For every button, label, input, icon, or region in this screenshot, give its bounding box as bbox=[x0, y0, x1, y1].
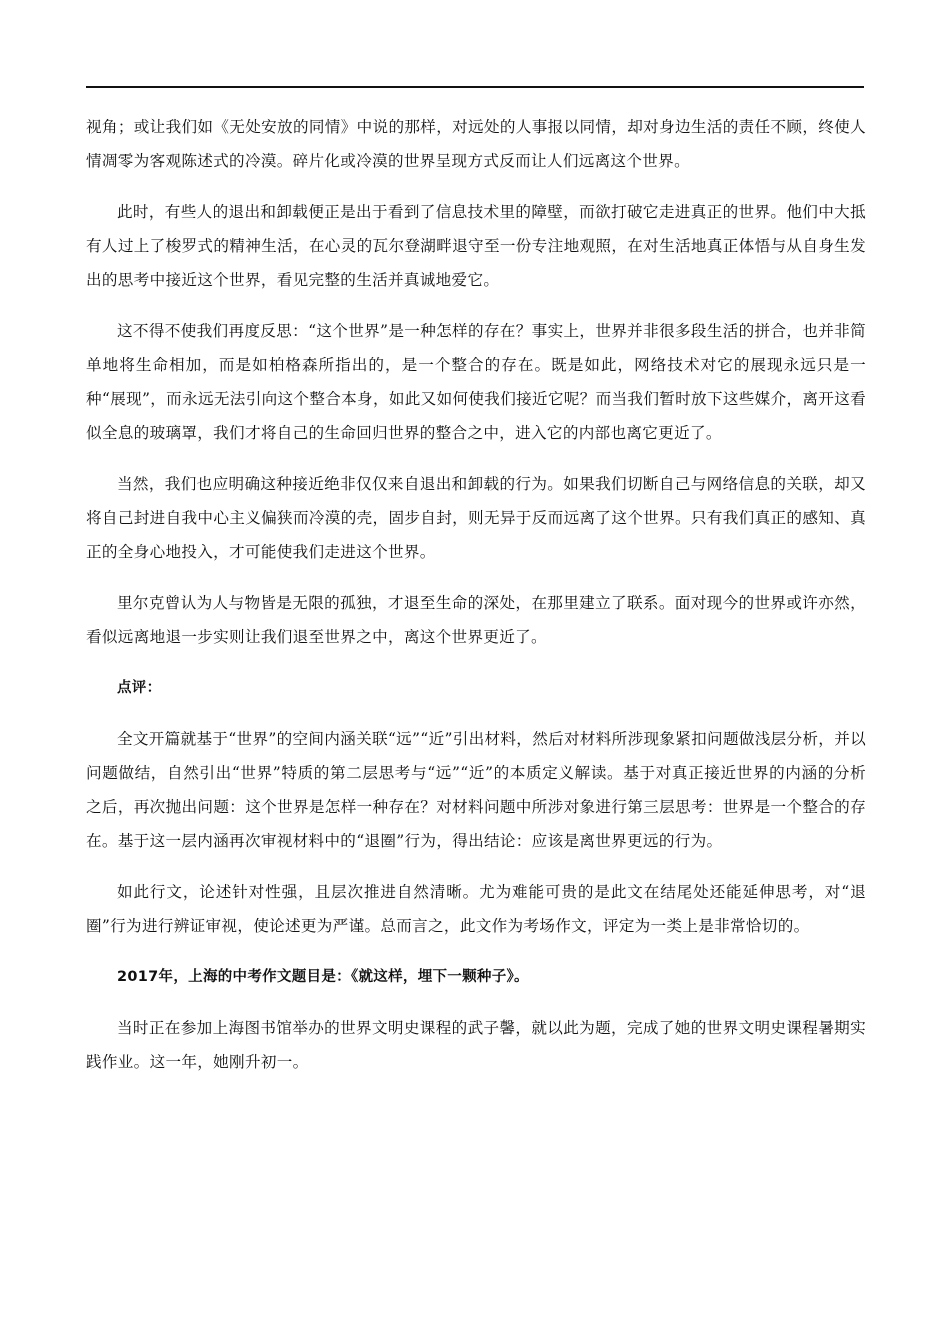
paragraph-conclusion: 里尔克曾认为人与物皆是无限的孤独，才退至生命的深处，在那里建立了联系。面对现今的世界或许亦然，看似远离地退一步实则让我们退至世界之中，离这个世界更近了。 bbox=[86, 594, 866, 646]
paragraph-clarification: 当然，我们也应明确这种接近绝非仅仅来自退出和卸载的行为。如果我们切断自己与网络信息的关联，却又将自己封进自我中心主义偏狭而冷漠的壳，固步自封，则无异于反而远离了这个世界。只有我们真正的感知、真正的全身心地投入，才可能使我们走进这个世界。 bbox=[86, 475, 866, 561]
comment-paragraph-1: 全文开篇就基于“世界”的空间内涵关联“远”“近”引出材料，然后对材料所涉现象紧扣问题做浅层分析，并以问题做结，自然引出“世界”特质的第二层思考与“远”“近”的本质定义解读。基于对真正接近世界的内涵的分析之后，再次抛出问题：这个世界是怎样一种存在？对材料问题中所涉对象进行第三层思考：世界是一个整合的存在。基于这一层内涵再次审视材料中的“退圈”行为，得出结论：应该是离世界更远的行为。 bbox=[86, 730, 866, 850]
header-rule bbox=[86, 86, 864, 88]
comment-paragraph-2: 如此行文，论述针对性强，且层次推进自然清晰。尤为难能可贵的是此文在结尾处还能延伸思考，对“退圈”行为进行辨证审视，使论述更为严谨。总而言之，此文作为考场作文，评定为一类上是非常恰切的。 bbox=[86, 883, 866, 935]
comment-heading: 点评： bbox=[117, 680, 162, 696]
section-heading-2017: 2017年，上海的中考作文题目是：《就这样，埋下一颗种子》。 bbox=[117, 969, 529, 985]
paragraph-reflection: 这不得不使我们再度反思：“这个世界”是一种怎样的存在？事实上，世界并非很多段生活的拼合，也并非简单地将生命相加，而是如柏格森所指出的，是一个整合的存在。既是如此，网络技术对它的展现永远只是一种“展现”，而永远无法引向这个整合本身，如此又如何使我们接近它呢？而当我们暂时放下这些媒介，离开这看似全息的玻璃罩，我们才将自己的生命回归世界的整合之中，进入它的内部也离它更近了。 bbox=[86, 322, 866, 442]
paragraph-intro-2017: 当时正在参加上海图书馆举办的世界文明史课程的武子馨，就以此为题，完成了她的世界文明史课程暑期实践作业。这一年，她刚升初一。 bbox=[86, 1019, 866, 1071]
paragraph-withdrawal: 此时，有些人的退出和卸载便正是出于看到了信息技术里的障壁，而欲打破它走进真正的世界。他们中大抵有人过上了梭罗式的精神生活，在心灵的瓦尔登湖畔退守至一份专注地观照，在对生活地真正体悟与从自身生发出的思考中接近这个世界，看见完整的生活并真诚地爱它。 bbox=[86, 203, 866, 289]
paragraph-continuation: 视角；或让我们如《无处安放的同情》中说的那样，对远处的人事报以同情，却对身边生活的责任不顾，终使人情凋零为客观陈述式的冷漠。碎片化或冷漠的世界呈现方式反而让人们远离这个世界。 bbox=[86, 118, 866, 170]
document-body bbox=[86, 110, 866, 1096]
